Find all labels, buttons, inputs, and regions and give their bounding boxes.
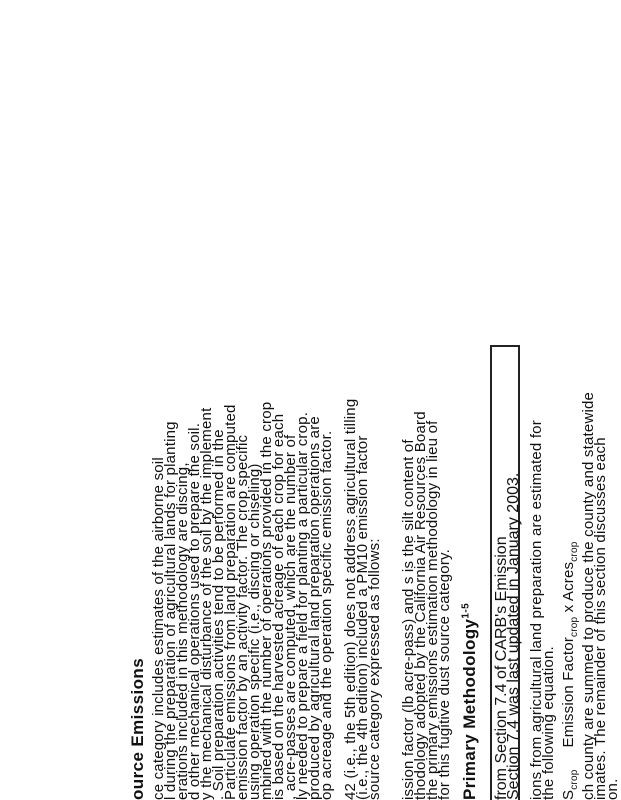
paragraph-1-line: is based on the harvested acreage of each crop for each	[270, 413, 287, 800]
paragraph-1-line: . Soil preparation activities tend to be performed in the	[210, 429, 227, 800]
equation-lhs: S	[560, 789, 577, 800]
paragraph-1-line: produced by agricultural land preparation operations are	[306, 416, 323, 800]
paragraph-5-line: imates. The remainder of this section discusses each	[592, 437, 609, 800]
heading-text: Primary Methodology	[460, 618, 479, 800]
paragraph-2-line: source category expressed as follows:	[366, 538, 383, 800]
equation-factor: Emission Factor	[560, 636, 577, 748]
paragraph-1-line: d other mechanical operations used to prepare the soil.	[186, 422, 203, 800]
paragraph-3-line: for this fugitive dust source category.	[436, 549, 453, 800]
paragraph-5-line: on.	[604, 778, 621, 800]
paragraph-1-line: mbined with the number of operations provided in the crop	[258, 401, 275, 800]
paragraph-4-line: ions from agricultural land preparation are estimated for	[528, 420, 545, 800]
note-box-line: Section 7.4 was last updated in January 2003.	[505, 472, 522, 800]
paragraph-1-line: op acreage and the operation specific emission factor.	[318, 430, 335, 800]
paragraph-3-line: the primary emissions estimation methodology in lieu of	[424, 420, 441, 800]
paragraph-2-line: (i.e., the 4th edition) included a PM10 emission factor	[354, 435, 371, 800]
paragraph-1-line: y the mechanical disturbance of the soil by the implement	[198, 407, 215, 800]
paragraph-2-line: 42 (i.e., the 5th edition) does not address agricultural tilling	[342, 398, 359, 800]
paragraph-1-line: emission factor by an activity factor. The crop specific	[234, 434, 251, 800]
paragraph-1-line: erations included in this methodology are discing,	[174, 462, 191, 800]
paragraph-1-line: using operation specific (i.e., discing or chiseling)	[246, 463, 263, 800]
paragraph-1-line: , acre-passes are computed, which are the number of	[282, 434, 299, 800]
equation	[560, 542, 580, 800]
paragraph-1-line: Particulate emissions from land preparation are computed	[222, 404, 239, 800]
primary-methodology-heading	[460, 603, 480, 800]
note-box-line: from Section 7.4 of CARB's Emission	[493, 536, 510, 800]
paragraph-3-line: thodology adopted by the California Air Resources Board	[412, 411, 429, 800]
paragraph-1-line: ly needed to prepare a field for planting a particular crop.	[294, 411, 311, 800]
equation-lhs-subscript: crop	[569, 769, 580, 790]
paragraph-1-line: ce category includes estimates of the airborne soil	[150, 457, 167, 800]
equation-subscript: crop	[569, 616, 580, 637]
paragraph-5-line: ch county are summed to produce the county and statewide	[580, 391, 597, 800]
heading-superscript: 1-5	[460, 602, 472, 619]
equation-rest: x Acres	[560, 561, 577, 617]
paragraph-1-line: l during the preparation of agricultural lands for planting	[162, 421, 179, 800]
paragraph-3-line: ission factor (lb acre-pass) and s is the silt content of	[400, 439, 417, 800]
paragraph-4-line: the following equation.	[540, 646, 557, 800]
section-heading: ource Emissions	[128, 657, 147, 800]
equation-subscript-2: crop	[569, 541, 580, 562]
